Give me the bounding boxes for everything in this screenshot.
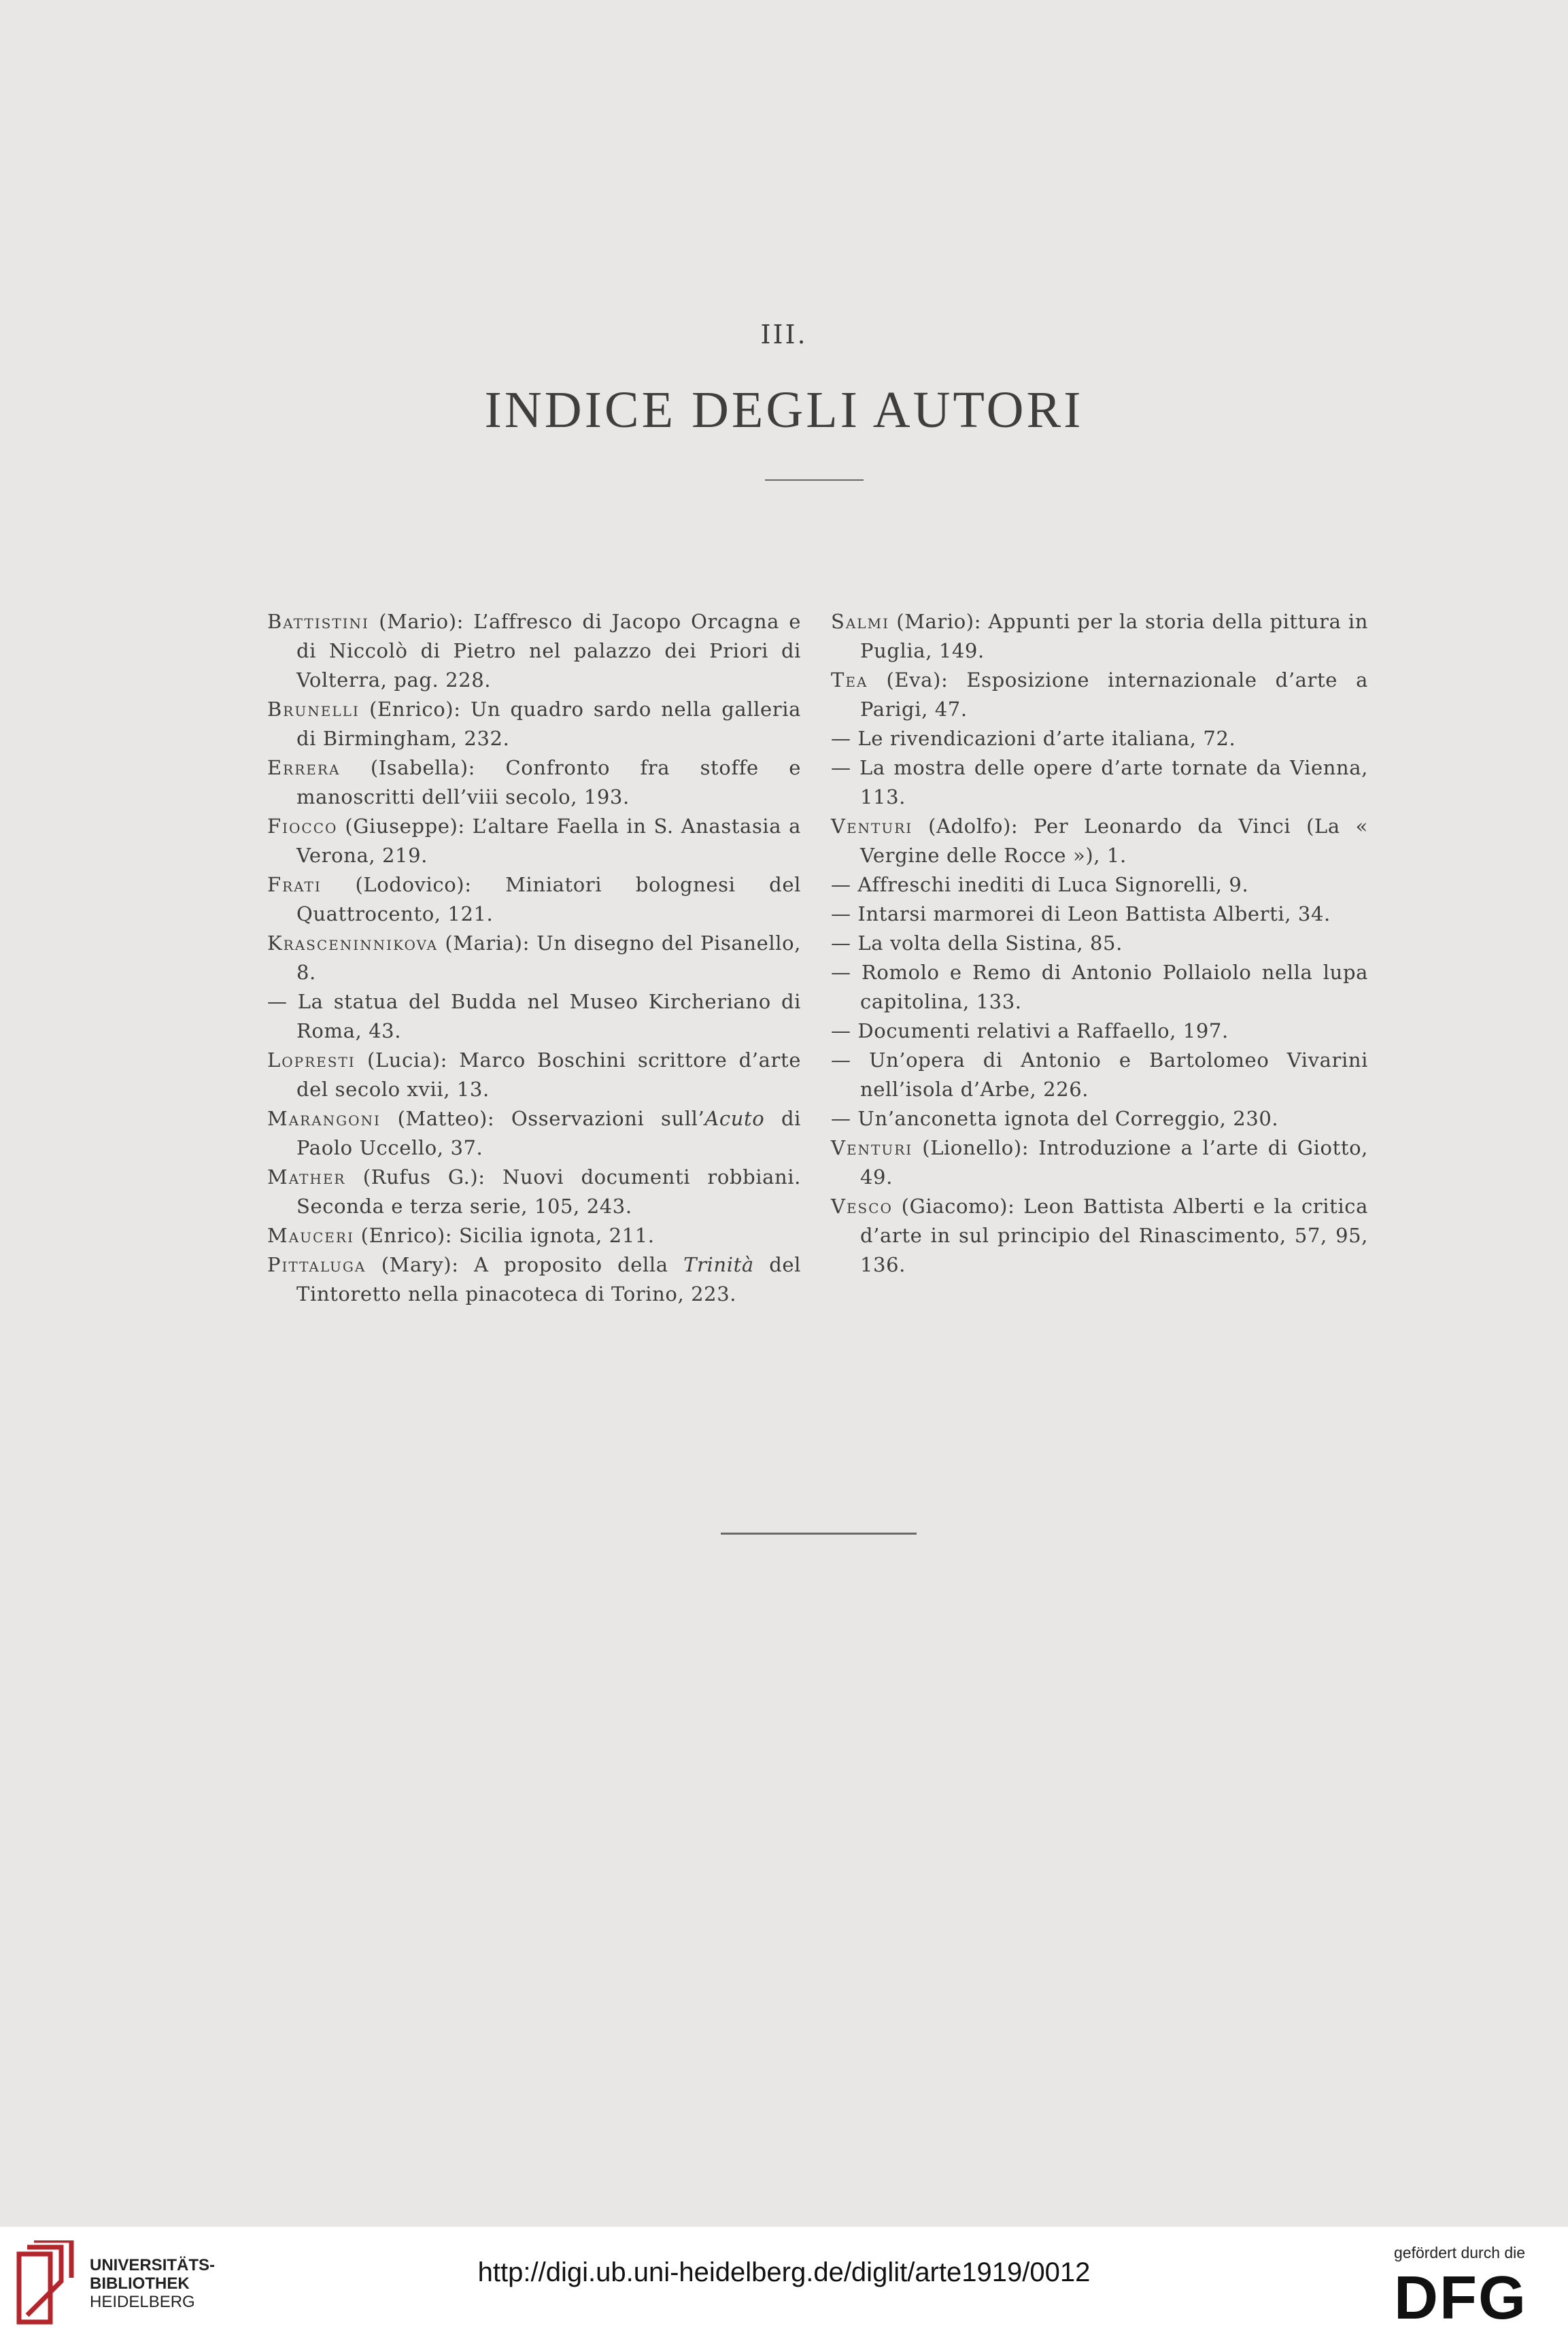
index-column-left (267, 607, 801, 1309)
author-name: Brunelli (267, 698, 360, 721)
index-entry (267, 753, 801, 812)
author-name: Tea (831, 668, 868, 692)
library-line-2: BIBLIOTHEK (90, 2274, 190, 2293)
index-entry (831, 929, 1368, 958)
author-name: Mather (267, 1165, 346, 1189)
index-entry (831, 870, 1368, 900)
entry-text: — Affreschi inediti di Luca Signorelli, 9. (831, 873, 1249, 896)
index-entry (831, 1104, 1368, 1133)
author-name: Battistini (267, 610, 369, 633)
author-name: Vesco (831, 1195, 893, 1218)
end-divider (721, 1533, 917, 1535)
index-entry (831, 1046, 1368, 1104)
index-entry (267, 1250, 801, 1309)
page-title: INDICE DEGLI AUTORI (484, 381, 1084, 439)
entry-text: — Un’opera di Antonio e Bartolomeo Vivarini nell’isola d’Arbe, 226. (831, 1048, 1368, 1101)
index-entry (831, 1192, 1368, 1280)
entry-text: (Adolfo): Per Leonardo da Vinci (La « Vergine delle Rocce »), 1. (860, 815, 1368, 867)
index-entry (831, 1017, 1368, 1046)
author-name: Marangoni (267, 1107, 381, 1130)
author-name: Errera (267, 756, 341, 779)
index-entry (831, 724, 1368, 753)
author-name: Pittaluga (267, 1253, 367, 1276)
funding-label: gefördert durch die (1394, 2244, 1526, 2261)
library-line-3: HEIDELBERG (90, 2293, 195, 2311)
entry-text: — Documenti relativi a Raffaello, 197. (831, 1019, 1229, 1042)
entry-text: (Rufus G.): Nuovi documenti robbiani. Seconda e terza serie, 105, 243. (296, 1165, 801, 1218)
author-name: Fiocco (267, 815, 338, 838)
entry-text: (Lionello): Introduzione a l’arte di Giotto, 49. (860, 1136, 1368, 1189)
entry-text: (Mario): L’affresco di Jacopo Orcagna e di Niccolò di Pietro nel palazzo dei Priori di Volterra, pag. 228. (296, 610, 801, 692)
entry-text: — La mostra delle opere d’arte tornate da Vienna, 113. (831, 756, 1368, 808)
entry-text: — La statua del Budda nel Museo Kircheriano di Roma, 43. (267, 990, 801, 1042)
index-entry (267, 1046, 801, 1104)
index-entry (267, 870, 801, 929)
author-name: Frati (267, 873, 322, 896)
entry-text: — Un’anconetta ignota del Correggio, 230. (831, 1107, 1279, 1130)
index-entry (831, 958, 1368, 1017)
index-entry (267, 1221, 801, 1250)
entry-text: (Giuseppe): L’altare Faella in S. Anastasia a Verona, 219. (296, 815, 801, 867)
index-entry (267, 607, 801, 695)
index-entry (831, 607, 1368, 666)
author-name: Krasceninnikova (267, 932, 439, 955)
index-entry (267, 929, 801, 987)
entry-text: (Eva): Esposizione internazionale d’arte a Parigi, 47. (860, 668, 1368, 721)
entry-text-after: di Paolo Uccello, 37. (296, 1107, 802, 1159)
entry-italic-title: Trinità (683, 1253, 754, 1276)
entry-text: — La volta della Sistina, 85. (831, 932, 1123, 955)
index-entry (831, 666, 1368, 724)
entry-text: (Lucia): Marco Boschini scrittore d’arte del secolo xvii, 13. (296, 1048, 801, 1101)
index-entry (267, 1163, 801, 1221)
entry-text: — Romolo e Remo di Antonio Pollaiolo nella lupa capitolina, 133. (831, 961, 1368, 1013)
entry-text: (Mary): A proposito della (366, 1253, 684, 1276)
author-name: Venturi (831, 815, 913, 838)
entry-text: (Mario): Appunti per la storia della pittura in Puglia, 149. (860, 610, 1368, 662)
permalink-url[interactable]: http://digi.ub.uni-heidelberg.de/diglit/arte1919/0012 (477, 2257, 1091, 2287)
author-name: Mauceri (267, 1224, 354, 1247)
section-number: III. (760, 320, 808, 349)
index-entry (831, 900, 1368, 929)
library-line-1: UNIVERSITÄTS- (90, 2256, 216, 2274)
entry-text: (Giacomo): Leon Battista Alberti e la critica d’arte in sul principio del Rinascimento, 57, 95, 136. (860, 1195, 1368, 1276)
index-column-right (831, 607, 1368, 1280)
entry-text-after: del Tintoretto nella pinacoteca di Torino, 223. (296, 1253, 802, 1305)
index-entry (267, 1104, 801, 1163)
title-divider (765, 479, 864, 481)
entry-text: (Matteo): Osservazioni sull’ (380, 1107, 705, 1130)
index-entry (267, 812, 801, 870)
index-entry (267, 987, 801, 1046)
entry-text: (Enrico): Un quadro sardo nella galleria di Birmingham, 232. (296, 698, 801, 750)
author-name: Lopresti (267, 1048, 356, 1072)
entry-text: (Enrico): Sicilia ignota, 211. (354, 1224, 655, 1247)
index-entry (831, 1133, 1368, 1192)
dfg-logo: DFG (1394, 2264, 1527, 2332)
entry-text: (Lodovico): Miniatori bolognesi del Quattrocento, 121. (296, 873, 801, 925)
entry-text: (Isabella): Confronto fra stoffe e manoscritti dell’viii secolo, 193. (296, 756, 801, 808)
author-name: Venturi (831, 1136, 913, 1159)
index-entry (831, 753, 1368, 812)
entry-text: (Maria): Un disegno del Pisanello, 8. (296, 932, 801, 984)
index-entry (267, 695, 801, 753)
author-name: Salmi (831, 610, 889, 633)
entry-italic-title: Acuto (704, 1107, 765, 1130)
index-entry (831, 812, 1368, 870)
entry-text: — Le rivendicazioni d’arte italiana, 72. (831, 727, 1236, 750)
entry-text: — Intarsi marmorei di Leon Battista Alberti, 34. (831, 902, 1331, 925)
